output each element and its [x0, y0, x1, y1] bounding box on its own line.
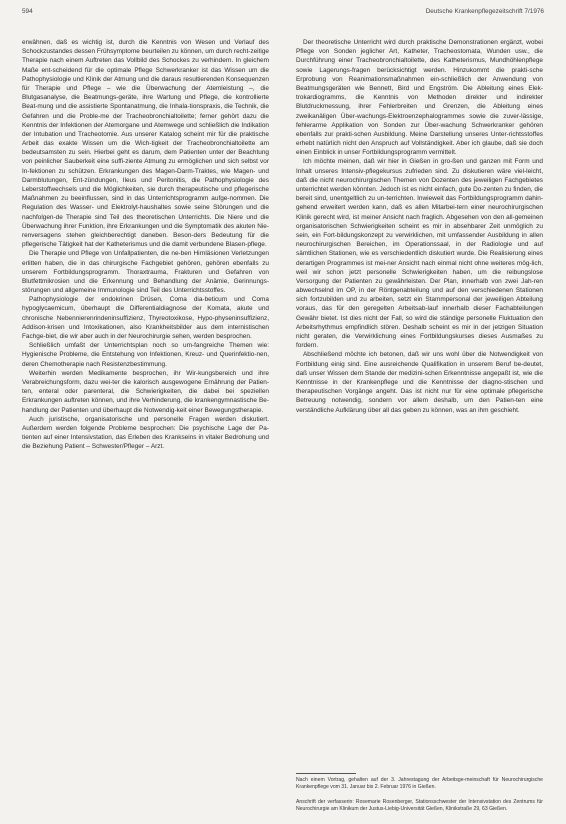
paragraph: Pathophysiologie der endokrinen Drüsen, Coma dia-beticum und Coma hypoglycaemicum, überhaupt die Differentialdiagnose der Komata, akute und chronische Nebennierenrindeninsuffizienz, Thyreotoxikose, Hypo-physeninsuffizienz, Addison-krisen und Intoxikationen, also Krankheitsbilder aus dem internistischen Fachge-biet, die wir aber auch in der Neurochirurgie sehen, werden besprochen. [22, 296, 269, 340]
journal-name: Deutsche Krankenpflegezeitschrift 7/1976 [425, 8, 544, 15]
paragraph: Auch juristische, organisatorische und personelle Fragen werden diskutiert. Außerdem werden folgende Probleme besprochen: Die psychische Lage der Pa-tienten auf einer Intensivstation, das Erleben des Krankseins in vitaler Bedrohung und die Beziehung Patient – Schwester/Pfleger – Arzt. [22, 415, 269, 451]
paragraph: Weiterhin werden Medikamente besprochen, ihr Wir-kungsbereich und ihre Verabreichungsform, dazu wei-ter die kalorisch ausgewogene Ernährung der Patien-ten, enteral oder parenteral, die Schwierigkeiten, die dabei bei speziellen Erkrankungen auftreten können, und ihre Verhinderung, die krankengymnastische Be-handlung der Patienten und überhaupt die Notwendig-keit einer Bewegungstherapie. [22, 369, 269, 414]
paragraph: erwähnen, daß es wichtig ist, durch die Kenntnis von Wesen und Verlauf des Schockzustandes dessen Frühsymptome beurteilen zu können, um durch recht-zeitige Therapie nach einem Auftreten das Vollbild des Schockes zu verhindern. In gleichem Maße ent-scheidend für die optimale Pflege Schwerkranker ist das Wissen um die Pathophysiologie und Klinik der Atmung und die daraus resultierenden Konsequenzen für Therapie und Pflege – wie die Überwachung der Atemleistung –, die Blutgasanalyse, die Beatmungs-geräte, ihre Wartung und Pflege, die kontrollierte Beat-mung und die assistierte Spontanatmung, die Inhala-tionspraxis, die Technik, die Gefahren und die Proble-me der Tracheobronchialtoilette; ferner gehört dazu die Kenntnis der Infektionen der Atemorgane und Atemwege und schließlich die Indikation der Intubation und Tracheotomie. Aus unserer Katalog scheint mir für die praktische Arbeit das exakte Wissen um die Wich-tigkeit der Tracheobronchialtoilette am bedeutsamsten zu sein. Hierbei geht es darum, dem Patienten unter der Beachtung von peinlicher Sauberkeit eine suffi-ziente Atmung zu ermöglichen und sich selbst vor In-fektionen zu schützen. Erkrankungen des Magen-Darm-Traktes, wie Magen- und Darmblutungen, Ent-zündungen, Ileus und Peritonitis, die Pathophysiologie des Leberstoffwechsels und die Möglichkeiten, sie durch therapeutische und pflegerische Maßnahmen zu beeinflussen, sind in das Unterrichtsprogramm aufge-nommen. Die Regulation des Wasser- und Elektrolyt-haushaltes sowie seine Störungen und die nachfolgen-de Therapie sind Teil des theoretischen Unterrichts. Die Niere und die Überwachung ihrer Funktion, ihre Erkrankungen und die Symptomatik des akuten Nie-renversagens stehen gleichberechtigt daneben. Beson-ders Bedeutung für die pflegerische Tätigkeit hat der Katheterismus und die damit verbundene Blasen-pflege. [22, 39, 269, 249]
footnote-author-address: Anschrift der verfasserin: Rosemarie Rosenberger, Stationsschwester der Intensivstation des Zentrums für Neurochirurgie am Klinikum der Justus-Liebig-Universität Gießen, Klinikstraße 29, 63 Gießen. [296, 799, 543, 812]
right-column [296, 38, 543, 415]
paragraph: Ich möchte meinen, daß wir hier in Gießen in gro-ßen und ganzen mit Form und Inhalt unseres Intensiv-pflegekursus zufrieden sind. Zu diskutieren wäre viel-leicht, daß die nicht neurochirurgischen Themen von Dozenten des jeweiligen Fachgebietes unterrichtet werden könnten. Jedoch ist es nicht einfach, gute Do-zenten zu finden, die bereit sind, unentgeltlich zu un-terrichten. Inwieweit das Fortbildungsprogramm dahin-gehend erweitert werden kann, daß es allen Mitarbei-tern einer neurochirurgischen Klinik gerecht wird, ist meiner Ansicht nach fraglich. Abgesehen von den all-gemeinen organisatorischen Schwierigkeiten scheint es mir in absehbarer Zeit unmöglich zu sein, ein Fort-bildungskonzept zu verwirklichen, mit umfassender Ausbildung in allen neurochirurgischen Bereichen, im Operationssaal, in der Radiologie und auf sämtlichen Stationen, wie es verschiedentlich diskutiert wurde. Die Realisierung eines derartigen Programmes ist mei-ner Ansicht nach einmal nicht ohne weiteres mög-lich, weil wir schon jetzt personelle Schwierigkeiten haben, um die reibungslose Versorgung der Patienten zu gewährleisten. Der Plan, innerhalb von zwei Jah-ren abwechselnd im OP, in der Röntgenabteilung und auf den verschiedenen Stationen sich fortzubilden und zu arbeiten, setzt ein Stammpersonal der jeweiligen Abteilung voraus, das für den geregelten Arbeitsab-lauf innerhalb dieser Fachabteilungen Gewähr bietet. Ist dies nicht der Fall, so wird die ständige personelle Fluktuation den Arbeitsrhythmus empfindlich stören. Deshalb scheint es mir in der jetzigen Situation nicht geraten, die Verwirklichung eines Fortbildungskurses dieses Ausmaßes zu fordern. [296, 158, 543, 350]
footnote-divider [296, 773, 356, 774]
paragraph: Schließlich umfaßt der Unterrichtsplan noch so um-fangreiche Themen wie: Hygienische Probleme, die Entstehung von Infektionen, Kreuz- und Querinfektio-nen, deren Chemotherapie nach Resistenzbestimmung. [22, 342, 269, 368]
left-column [22, 38, 269, 451]
paragraph: Abschließend möchte ich betonen, daß wir uns wohl über die Notwendigkeit von Fortbildung einig sind. Eine ausreichende Qualifikation in unserem Beruf be-deutet, daß unser Wissen dem Stande der medizini-schen Erkenntnisse angepaßt ist, wie die Kenntnisse in der Krankenpflege und die Kenntnisse der diagno-stischen und therapeutischen Vorgänge angeht. Das ist nicht nur für eine optimale pflegerische Betreuung notwendig, sondern vor allem deshalb, um den Patien-ten eine verständliche Aufklärung über all das geben zu können, was an ihm geschieht. [296, 351, 543, 414]
paragraph: Der theoretische Unterricht wird durch praktische Demonstrationen ergänzt, wobei Pflege von Sonden jeglicher Art, Katheter, Tracheostomata, Wunden usw., die Durchführung einer Tracheobronchialtoilette, des Katheterismus, Mundhöhlenpflege sowie Lagerungs-fragen berücksichtigt werden. Hinzukommt die prakti-sche Erprobung von Reanimationsmaßnahmen ein-schließlich der Anwendung von Beatmungsgeräten wie Bennett, Bird und Engström. Die Ableitung eines Elek-trokardiogramms, die Kenntnis von Methoden direkter und indirekter Blutdruckmessung, ihrer Fehlerbreiten und Grenzen, die Ableitung eines zweikanäligen Über-wachungs-Elektroenzephalogrammes sowie die zuver-lässige, fehlerarme Applikation von Sonden zur Über-wachung Schwerkranker gehören ebenfalls zur prakti-schen Ausbildung. Meine Darstellung unseres Unter-richtsstoffes erhebt natürlich nicht den Anspruch auf Vollständigkeit. Aber ich glaube, daß sie doch einen Einblick in unser Fortbildungsprogramm vermittelt. [296, 39, 543, 157]
page-header [22, 8, 544, 20]
footnote-lecture: Nach einem Vortrag, gehalten auf der 3. Jahrestagung der Arbeitsge-meinschaft für Neurochirurgische Krankenpflege vom 31. Januar bis 2. Februar 1976 in Gießen. [296, 777, 543, 790]
page-number: 594 [22, 8, 33, 15]
paragraph: Die Therapie und Pflege von Unfallpatienten, die ne-ben Hirnläsionen Verletzungen erlitten haben, die in das chirurgische Fachgebiet gehören, gehören ebenfalls zu unserem Fortbildungsprogramm. Thoraxtrauma, Frakturen und Gefahren von Blutfettmikrosien und die Erkennung und Behandlung der Anämie, Gerinnungs-störungen und allgemeine Immunologie sind Teil des Unterrichtsstoffes. [22, 250, 269, 295]
